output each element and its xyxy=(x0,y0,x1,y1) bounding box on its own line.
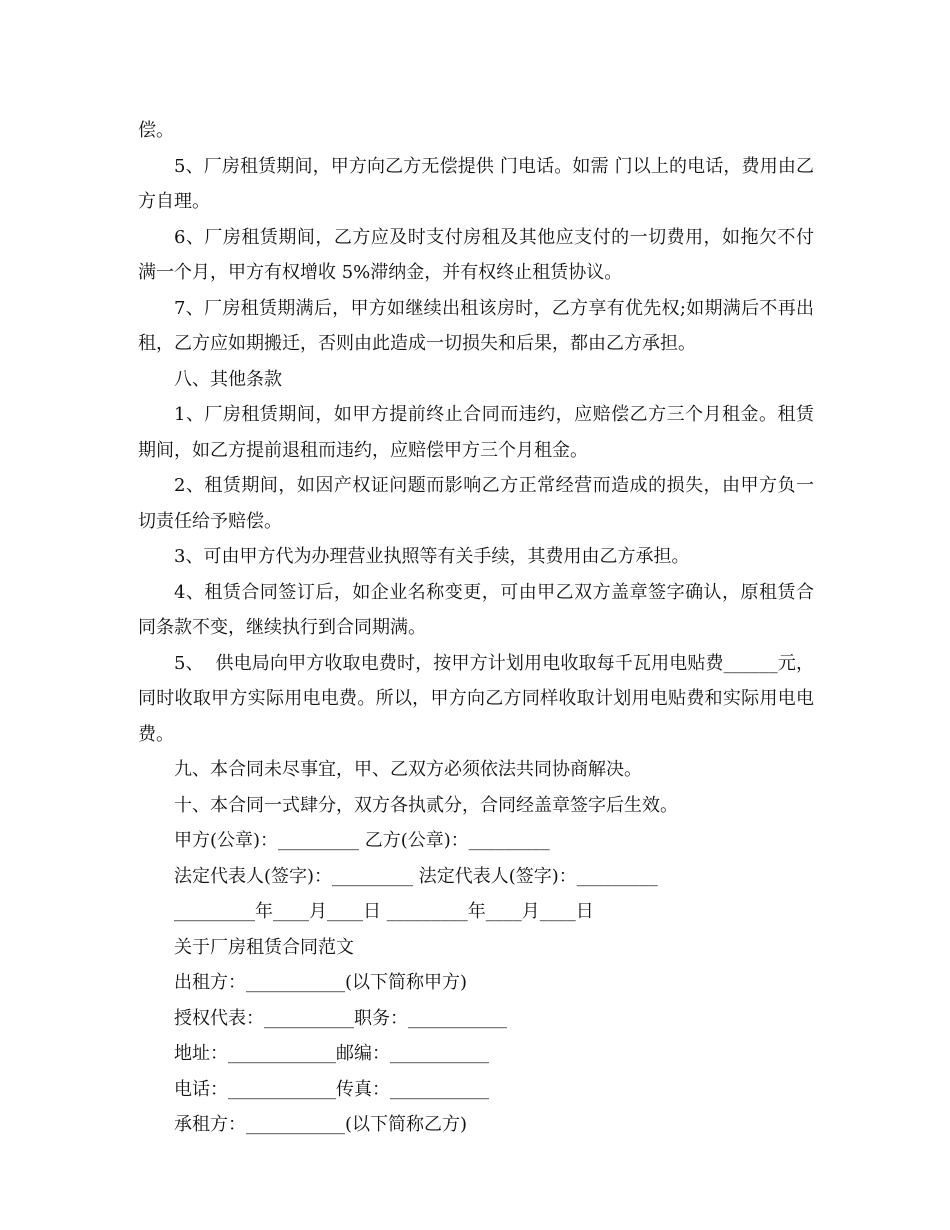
clause-7-7: 7、厂房租赁期满后，甲方如继续出租该房时，乙方享有优先权;如期满后不再出租，乙方应如期搬迁，否则由此造成一切损失和后果，都由乙方承担。 xyxy=(138,297,814,354)
document-body xyxy=(138,113,814,1143)
lessee-field: 承租方：___________(以下简称乙方) xyxy=(174,1114,468,1135)
section-ten: 十、本合同一式肆分，双方各执贰分，合同经盖章签字后生效。 xyxy=(174,794,678,816)
clause-8-3: 3、可由甲方代为办理营业执照等有关手续，其费用由乙方承担。 xyxy=(174,546,690,567)
signature-date-line: _________年____月____日 _________年____月____日 xyxy=(174,901,594,922)
clause-7-5: 5、厂房租赁期间，甲方向乙方无偿提供 门电话。如需 门以上的电话，费用由乙方自理。 xyxy=(138,155,814,212)
section-heading-other-terms: 八、其他条款 xyxy=(174,368,282,390)
clause-8-2: 2、租赁期间，如因产权证问题而影响乙方正常经营而造成的损失，由甲方负一切责任给予赔偿。 xyxy=(138,475,814,532)
signature-seal-line: 甲方(公章)：_________ 乙方(公章)：_________ xyxy=(174,830,550,851)
clause-8-5: 5、 供电局向甲方收取电费时，按甲方计划用电收取每千瓦用电贴费______元，同时收取甲方实际用电电费。所以，甲方向乙方同样收取计划用电贴费和实际用电电费。 xyxy=(138,652,814,745)
signature-representative-line: 法定代表人(签字)：_________ 法定代表人(签字)：_________ xyxy=(174,865,658,887)
clause-8-4: 4、租赁合同签订后，如企业名称变更，可由甲乙双方盖章签字确认，原租赁合同条款不变，继续执行到合同期满。 xyxy=(138,581,814,638)
authorized-rep-field: 授权代表：__________职务：___________ xyxy=(174,1007,507,1029)
clause-7-6: 6、厂房租赁期间，乙方应及时支付房租及其他应支付的一切费用，如拖欠不付满一个月，甲方有权增收 5%滞纳金，并有权终止租赁协议。 xyxy=(138,226,814,283)
address-field: 地址：____________邮编：___________ xyxy=(174,1043,489,1064)
phone-field: 电话：____________传真：___________ xyxy=(174,1078,489,1100)
clause-8-1: 1、厂房租赁期间，如甲方提前终止合同而违约，应赔偿乙方三个月租金。租赁期间，如乙方提前退租而违约，应赔偿甲方三个月租金。 xyxy=(138,404,814,461)
second-contract-title: 关于厂房租赁合同范文 xyxy=(174,936,354,958)
lessor-field: 出租方：___________(以下简称甲方) xyxy=(174,972,468,993)
continuation-text: 偿。 xyxy=(138,120,174,141)
section-nine: 九、本合同未尽事宜，甲、乙双方必须依法共同协商解决。 xyxy=(174,759,642,780)
